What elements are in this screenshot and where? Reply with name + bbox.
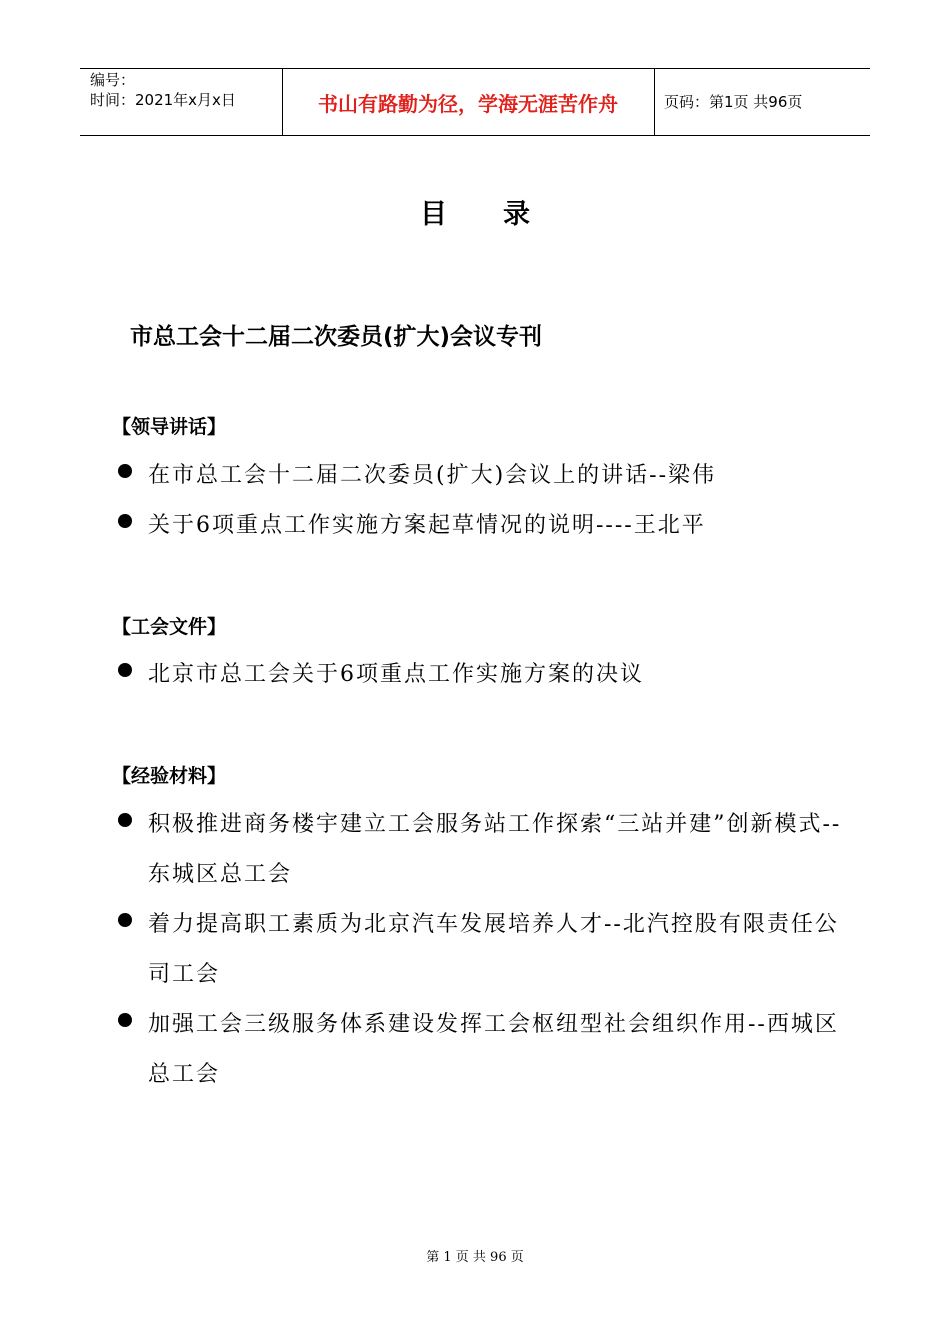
bullet-icon — [118, 813, 132, 827]
header-number: 编号： — [90, 71, 136, 89]
list-item-text: 着力提高职工素质为北京汽车发展培养人才--北汽控股有限责任公司工会 — [148, 912, 839, 987]
list-item — [112, 800, 842, 900]
header-top-rule — [80, 68, 870, 69]
page-title: 目录 — [420, 199, 586, 230]
header-divider-right — [654, 68, 655, 136]
section-heading: 【经验材料】 — [112, 765, 227, 787]
header-time: 时间：2021年x月x日 — [90, 91, 236, 109]
bullet-icon — [118, 1013, 132, 1027]
header-meta — [90, 70, 236, 110]
list-item-text: 积极推进商务楼宇建立工会服务站工作探索“三站并建”创新模式--东城区总工会 — [148, 812, 842, 887]
section-heading: 【领导讲话】 — [112, 416, 227, 438]
list-item — [112, 900, 842, 1000]
list-item-text: 北京市总工会关于6项重点工作实施方案的决议 — [148, 662, 644, 687]
bullet-icon — [118, 464, 132, 478]
list-item-text: 在市总工会十二届二次委员(扩大)会议上的讲话--梁伟 — [148, 463, 717, 488]
header-page-info: 页码：第1页 共96页 — [664, 93, 803, 111]
header-bottom-rule — [80, 135, 870, 136]
bullet-icon — [118, 913, 132, 927]
bullet-icon — [118, 663, 132, 677]
list-item — [112, 451, 842, 501]
list-item-text: 加强工会三级服务体系建设发挥工会枢纽型社会组织作用--西城区总工会 — [148, 1012, 839, 1087]
page-footer: 第 1 页 共 96 页 — [426, 1250, 524, 1265]
page-subtitle: 市总工会十二届二次委员(扩大)会议专刊 — [130, 324, 543, 350]
list-item — [112, 650, 842, 700]
list-item-text: 关于6项重点工作实施方案起草情况的说明----王北平 — [148, 513, 706, 538]
section-heading: 【工会文件】 — [112, 616, 227, 638]
list-item — [112, 501, 842, 551]
header-motto: 书山有路勤为径，学海无涯苦作舟 — [318, 92, 618, 116]
bullet-icon — [118, 514, 132, 528]
list-item — [112, 1000, 842, 1100]
